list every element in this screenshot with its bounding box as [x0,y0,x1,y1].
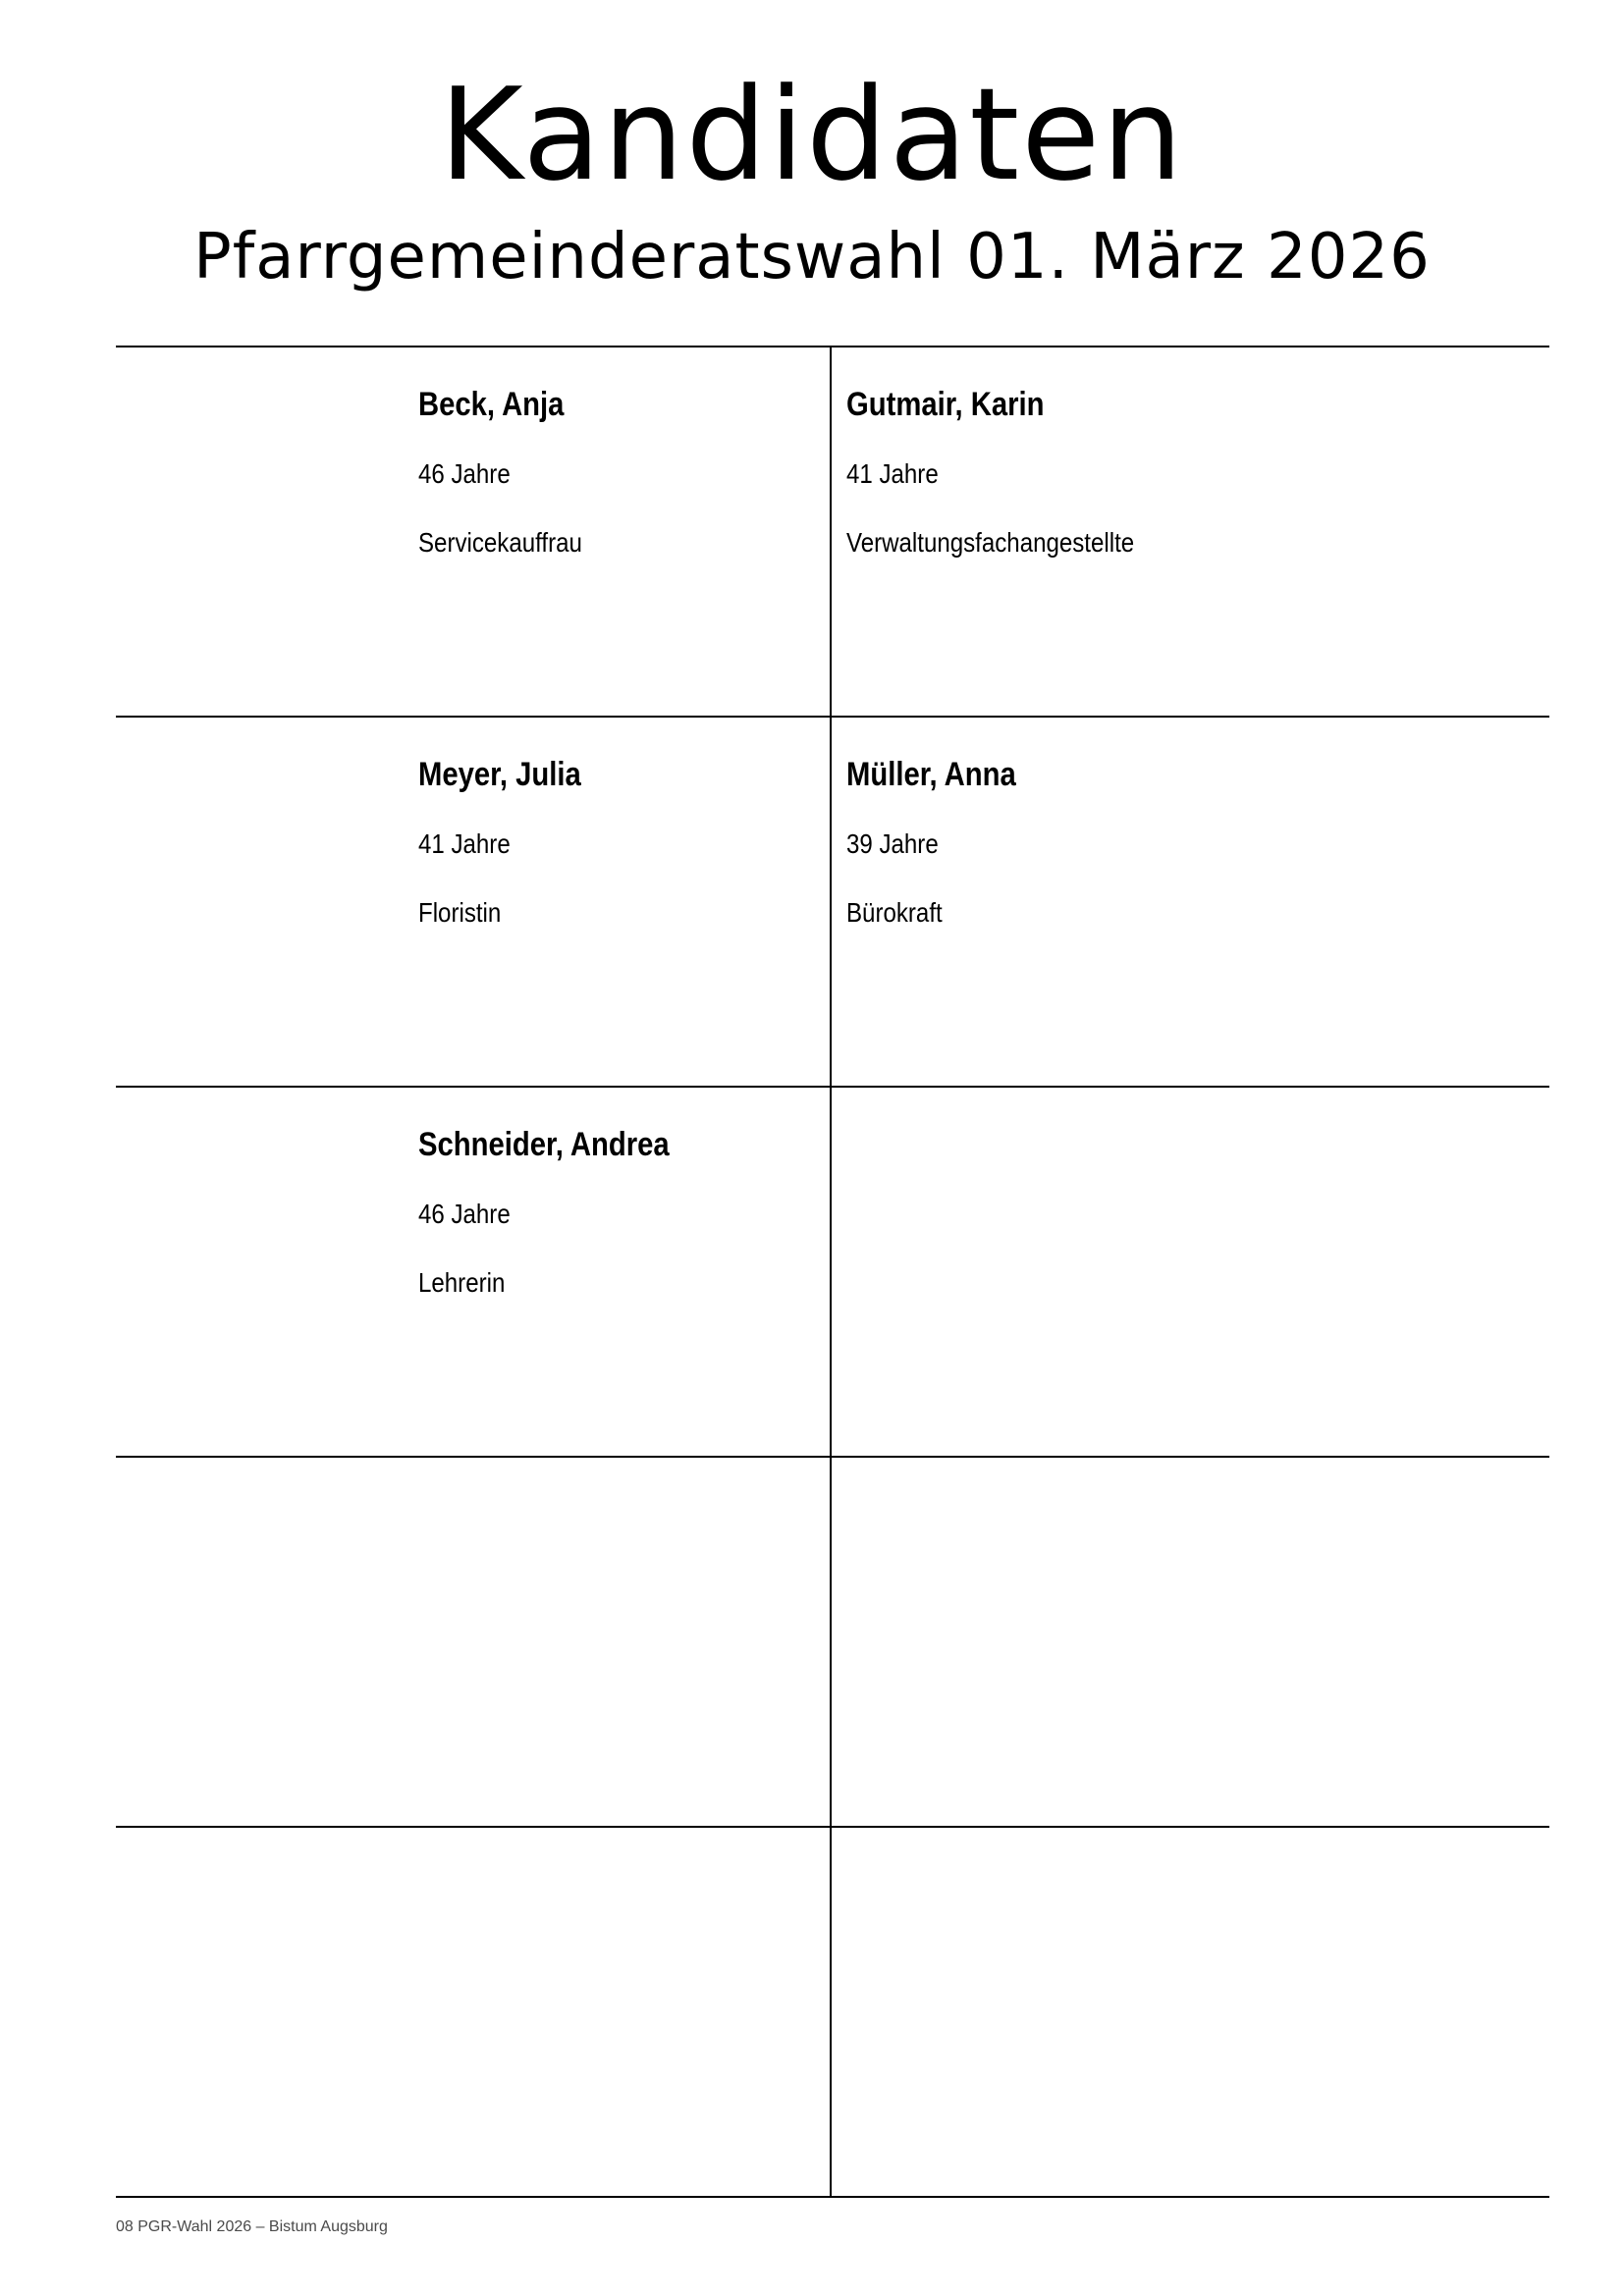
candidate-row-2 [116,718,1549,1088]
candidate-row-4 [116,1458,1549,1828]
candidate-age: 41 Jahre [846,458,939,489]
empty-cell [832,1458,1549,1826]
candidate-age: 46 Jahre [418,458,511,489]
candidate-name: Meyer, Julia [418,756,581,793]
candidate-entry [418,755,608,930]
candidate-row-1 [116,347,1549,718]
candidate-age: 41 Jahre [418,828,511,859]
candidate-occupation: Verwaltungsfachangestellte [846,527,1135,558]
candidate-occupation: Bürokraft [846,897,943,928]
candidate-grid [116,346,1549,2196]
candidate-name: Müller, Anna [846,756,1016,793]
empty-cell [116,1458,832,1826]
candidate-cell [116,718,832,1086]
candidate-row-3 [116,1088,1549,1458]
candidate-cell [832,718,1549,1086]
empty-cell [832,1088,1549,1456]
empty-cell [832,1828,1549,2196]
candidate-row-5 [116,1828,1549,2198]
candidate-cell [116,1088,832,1456]
candidate-cell [832,347,1549,716]
candidate-entry [846,385,1181,560]
candidate-name: Gutmair, Karin [846,386,1045,423]
candidate-occupation: Lehrerin [418,1267,506,1298]
candidate-cell [116,347,832,716]
candidate-occupation: Servicekauffrau [418,527,582,558]
candidate-age: 39 Jahre [846,828,939,859]
candidate-name: Schneider, Andrea [418,1126,670,1163]
page-subtitle: Pfarrgemeinderatswahl 01. März 2026 [193,221,1431,294]
page-title: Kandidaten [439,60,1185,209]
page-footer: 08 PGR-Wahl 2026 – Bistum Augsburg [116,2218,388,2235]
candidate-age: 46 Jahre [418,1199,511,1229]
candidate-occupation: Floristin [418,897,502,928]
empty-cell [116,1828,832,2196]
candidate-entry [418,385,609,560]
candidate-name: Beck, Anja [418,386,565,423]
candidate-entry [846,755,1044,930]
candidate-entry [418,1125,710,1300]
